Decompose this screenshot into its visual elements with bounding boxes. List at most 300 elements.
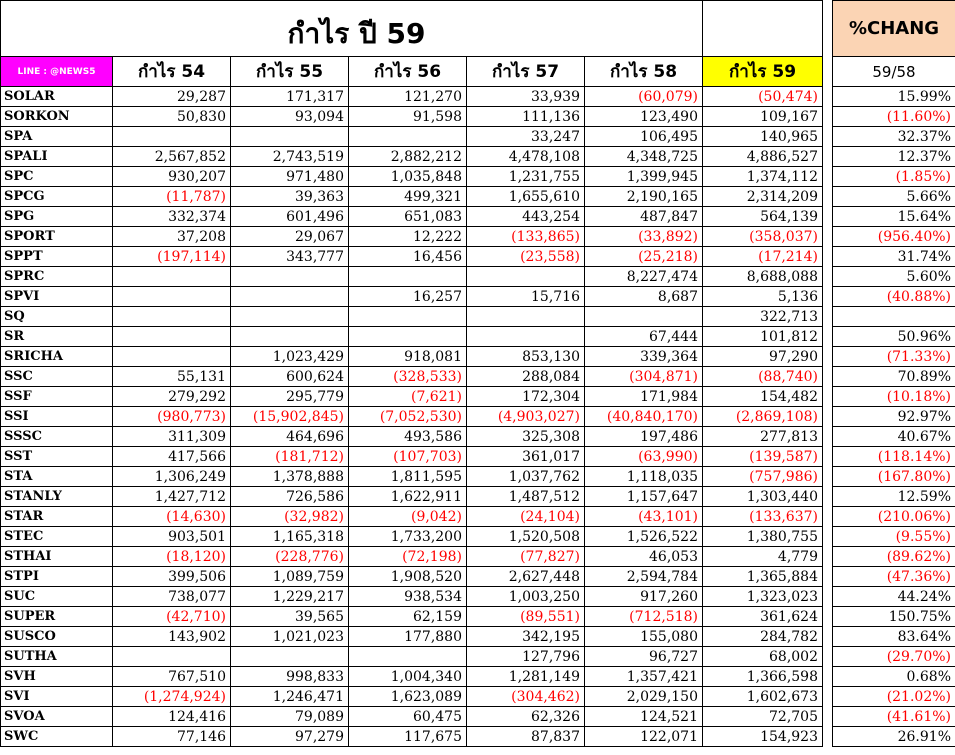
table-row [1,547,955,567]
profit-cell[interactable] [231,327,349,347]
profit-cell[interactable]: (43,101) [585,507,703,527]
profit-cell[interactable] [349,327,467,347]
profit-cell[interactable]: 343,777 [231,247,349,267]
symbol-cell[interactable]: SUPER [1,607,113,627]
profit-cell[interactable] [349,127,467,147]
table-row [1,387,955,407]
profit-cell[interactable]: 767,510 [113,667,231,687]
profit-cell[interactable]: (88,740) [703,367,823,387]
profit-cell[interactable]: 172,304 [467,387,585,407]
profit-cell[interactable]: 903,501 [113,527,231,547]
profit-cell[interactable]: 2,627,448 [467,567,585,587]
profit-cell[interactable]: 50,830 [113,107,231,127]
profit-cell[interactable]: (1,274,924) [113,687,231,707]
gap-cell [823,207,833,227]
change-cell[interactable]: (167.80%) [833,467,955,487]
change-cell[interactable]: 0.68% [833,667,955,687]
gap-cell [823,707,833,727]
profit-cell[interactable]: 971,480 [231,167,349,187]
symbol-cell[interactable]: SPRC [1,267,113,287]
profit-cell[interactable]: 97,279 [231,727,349,747]
header-profit-59[interactable]: กำไร 59 [703,57,823,87]
profit-cell[interactable]: (4,903,027) [467,407,585,427]
profit-cell[interactable]: 295,779 [231,387,349,407]
profit-cell[interactable]: (77,827) [467,547,585,567]
profit-cell[interactable]: 1,520,508 [467,527,585,547]
header-profit-58[interactable]: กำไร 58 [585,57,703,87]
profit-cell[interactable]: (304,871) [585,367,703,387]
change-cell[interactable]: 32.37% [833,127,955,147]
symbol-cell[interactable]: SVOA [1,707,113,727]
profit-cell[interactable]: 60,475 [349,707,467,727]
symbol-cell[interactable]: SOLAR [1,87,113,107]
change-cell[interactable]: (118.14%) [833,447,955,467]
symbol-cell[interactable]: SPA [1,127,113,147]
profit-cell[interactable]: 4,348,725 [585,147,703,167]
profit-cell[interactable]: 97,290 [703,347,823,367]
profit-cell[interactable]: (2,869,108) [703,407,823,427]
profit-cell[interactable]: 339,364 [585,347,703,367]
profit-cell[interactable]: 171,984 [585,387,703,407]
profit-cell[interactable]: 39,363 [231,187,349,207]
change-cell[interactable]: (21.02%) [833,687,955,707]
profit-cell[interactable]: (133,865) [467,227,585,247]
profit-cell[interactable] [467,327,585,347]
profit-cell[interactable]: 1,229,217 [231,587,349,607]
profit-cell[interactable]: 5,136 [703,287,823,307]
profit-cell[interactable]: (23,558) [467,247,585,267]
gap-cell [823,627,833,647]
profit-cell[interactable]: 1,246,471 [231,687,349,707]
profit-cell[interactable]: (15,902,845) [231,407,349,427]
profit-cell[interactable]: 62,326 [467,707,585,727]
table-row [1,467,955,487]
profit-cell[interactable]: 1,427,712 [113,487,231,507]
profit-cell[interactable]: 16,456 [349,247,467,267]
profit-cell[interactable]: 1,157,647 [585,487,703,507]
profit-cell[interactable]: (42,710) [113,607,231,627]
profit-cell[interactable] [113,267,231,287]
gap-cell [823,667,833,687]
profit-cell[interactable]: 361,624 [703,607,823,627]
profit-cell[interactable]: 68,002 [703,647,823,667]
profit-cell[interactable]: 124,521 [585,707,703,727]
change-cell[interactable]: 44.24% [833,587,955,607]
profit-cell[interactable]: (980,773) [113,407,231,427]
header-change-59-58[interactable]: 59/58 [833,57,955,87]
change-cell[interactable]: (29.70%) [833,647,955,667]
profit-cell[interactable]: 1,380,755 [703,527,823,547]
symbol-cell[interactable]: SVI [1,687,113,707]
symbol-cell[interactable]: STAR [1,507,113,527]
symbol-cell[interactable]: STHAI [1,547,113,567]
profit-cell[interactable]: 1,303,440 [703,487,823,507]
profit-cell[interactable]: 918,081 [349,347,467,367]
change-cell[interactable]: 40.67% [833,427,955,447]
profit-cell[interactable] [113,307,231,327]
profit-cell[interactable]: 46,053 [585,547,703,567]
profit-cell[interactable]: 33,939 [467,87,585,107]
profit-cell[interactable]: (304,462) [467,687,585,707]
change-cell[interactable]: (47.36%) [833,567,955,587]
profit-cell[interactable]: 651,083 [349,207,467,227]
change-cell[interactable]: 12.37% [833,147,955,167]
profit-cell[interactable]: (757,986) [703,467,823,487]
header-profit-56[interactable]: กำไร 56 [349,57,467,87]
profit-cell[interactable]: 121,270 [349,87,467,107]
table-row [1,307,955,327]
symbol-cell[interactable]: SUC [1,587,113,607]
symbol-cell[interactable]: SORKON [1,107,113,127]
profit-cell[interactable]: (17,214) [703,247,823,267]
profit-cell[interactable]: (139,587) [703,447,823,467]
symbol-cell[interactable]: SR [1,327,113,347]
profit-cell[interactable]: (25,218) [585,247,703,267]
table-row [1,527,955,547]
header-profit-55[interactable]: กำไร 55 [231,57,349,87]
symbol-cell[interactable]: SPVI [1,287,113,307]
table-row [1,407,955,427]
profit-cell[interactable]: 2,743,519 [231,147,349,167]
profit-cell[interactable] [231,647,349,667]
symbol-cell[interactable]: SUTHA [1,647,113,667]
gap-cell [823,107,833,127]
profit-cell[interactable]: (33,892) [585,227,703,247]
profit-cell[interactable]: 1,231,755 [467,167,585,187]
change-cell[interactable]: 70.89% [833,367,955,387]
profit-cell[interactable]: (328,533) [349,367,467,387]
profit-cell[interactable]: (18,120) [113,547,231,567]
profit-cell[interactable]: (358,037) [703,227,823,247]
change-cell[interactable]: 15.99% [833,87,955,107]
profit-cell[interactable]: 72,705 [703,707,823,727]
profit-cell[interactable]: (7,052,530) [349,407,467,427]
profit-cell[interactable]: 930,207 [113,167,231,187]
profit-cell[interactable]: 1,811,595 [349,467,467,487]
profit-cell[interactable] [349,267,467,287]
symbol-cell[interactable]: SPALI [1,147,113,167]
profit-cell[interactable]: 1,374,112 [703,167,823,187]
profit-cell[interactable]: 1,733,200 [349,527,467,547]
gap-cell [823,467,833,487]
profit-cell[interactable]: 1,378,888 [231,467,349,487]
profit-cell[interactable]: 37,208 [113,227,231,247]
profit-cell[interactable]: 33,247 [467,127,585,147]
profit-cell[interactable]: 1,908,520 [349,567,467,587]
profit-cell[interactable]: 1,399,945 [585,167,703,187]
profit-cell[interactable]: (50,474) [703,87,823,107]
profit-cell[interactable]: 77,146 [113,727,231,747]
profit-cell[interactable]: 2,029,150 [585,687,703,707]
change-cell[interactable]: 31.74% [833,247,955,267]
profit-cell[interactable]: 601,496 [231,207,349,227]
empty-cell[interactable] [703,1,823,57]
change-cell[interactable]: 92.97% [833,407,955,427]
profit-cell[interactable] [585,307,703,327]
profit-cell[interactable]: 29,287 [113,87,231,107]
gap-cell [823,167,833,187]
profit-cell[interactable]: (712,518) [585,607,703,627]
profit-cell[interactable]: 15,716 [467,287,585,307]
profit-cell[interactable]: 67,444 [585,327,703,347]
profit-cell[interactable]: 853,130 [467,347,585,367]
profit-cell[interactable]: 1,357,421 [585,667,703,687]
profit-cell[interactable]: 197,486 [585,427,703,447]
symbol-cell[interactable]: STA [1,467,113,487]
change-cell[interactable]: 15.64% [833,207,955,227]
header-profit-54[interactable]: กำไร 54 [113,57,231,87]
profit-cell[interactable]: 726,586 [231,487,349,507]
profit-cell[interactable]: (197,114) [113,247,231,267]
profit-cell[interactable]: 1,655,610 [467,187,585,207]
profit-cell[interactable]: 325,308 [467,427,585,447]
profit-cell[interactable]: (7,621) [349,387,467,407]
profit-cell[interactable]: 1,004,340 [349,667,467,687]
profit-cell[interactable]: 1,281,149 [467,667,585,687]
profit-cell[interactable]: 464,696 [231,427,349,447]
profit-cell[interactable] [231,307,349,327]
profit-cell[interactable]: (89,551) [467,607,585,627]
profit-cell[interactable]: 738,077 [113,587,231,607]
profit-cell[interactable]: 1,003,250 [467,587,585,607]
change-cell[interactable]: (89.62%) [833,547,955,567]
profit-cell[interactable]: 155,080 [585,627,703,647]
profit-cell[interactable]: 417,566 [113,447,231,467]
profit-cell[interactable]: 1,365,884 [703,567,823,587]
symbol-cell[interactable]: SSF [1,387,113,407]
profit-cell[interactable]: 279,292 [113,387,231,407]
profit-cell[interactable]: 361,017 [467,447,585,467]
profit-cell[interactable]: 154,923 [703,727,823,747]
profit-cell[interactable]: 1,035,848 [349,167,467,187]
profit-cell[interactable]: 499,321 [349,187,467,207]
profit-cell[interactable]: 600,624 [231,367,349,387]
profit-cell[interactable]: 399,506 [113,567,231,587]
profit-cell[interactable]: 91,598 [349,107,467,127]
profit-cell[interactable]: (107,703) [349,447,467,467]
symbol-cell[interactable]: SPCG [1,187,113,207]
symbol-cell[interactable]: SSC [1,367,113,387]
profit-cell[interactable]: 1,306,249 [113,467,231,487]
change-cell[interactable]: 12.59% [833,487,955,507]
profit-cell[interactable]: 109,167 [703,107,823,127]
profit-cell[interactable]: 140,965 [703,127,823,147]
profit-cell[interactable]: 79,089 [231,707,349,727]
profit-cell[interactable]: 1,526,522 [585,527,703,547]
profit-cell[interactable]: (181,712) [231,447,349,467]
profit-cell[interactable]: (14,630) [113,507,231,527]
symbol-cell[interactable]: SRICHA [1,347,113,367]
symbol-cell[interactable]: SQ [1,307,113,327]
line-contact-label[interactable]: LINE : @NEWS5 [1,57,113,87]
profit-cell[interactable]: 29,067 [231,227,349,247]
profit-cell[interactable]: 2,190,165 [585,187,703,207]
profit-cell[interactable] [467,267,585,287]
table-row [1,287,955,307]
table-row [1,727,955,747]
profit-cell[interactable]: 177,880 [349,627,467,647]
profit-cell[interactable]: (133,637) [703,507,823,527]
change-cell[interactable]: (10.18%) [833,387,955,407]
profit-cell[interactable]: (24,104) [467,507,585,527]
profit-cell[interactable]: 2,594,784 [585,567,703,587]
profit-cell[interactable]: 2,314,209 [703,187,823,207]
symbol-cell[interactable]: STPI [1,567,113,587]
gap-cell [823,247,833,267]
profit-cell[interactable] [113,287,231,307]
change-cell[interactable]: 26.91% [833,727,955,747]
profit-cell[interactable]: (63,990) [585,447,703,467]
profit-cell[interactable]: (40,840,170) [585,407,703,427]
profit-cell[interactable]: 4,886,527 [703,147,823,167]
profit-cell[interactable]: 1,037,762 [467,467,585,487]
change-cell[interactable]: (956.40%) [833,227,955,247]
profit-cell[interactable]: 101,812 [703,327,823,347]
profit-cell[interactable]: 284,782 [703,627,823,647]
gap-cell [823,267,833,287]
profit-cell[interactable]: 1,089,759 [231,567,349,587]
profit-cell[interactable]: 1,487,512 [467,487,585,507]
profit-cell[interactable]: 1,021,023 [231,627,349,647]
change-cell[interactable]: (11.60%) [833,107,955,127]
profit-cell[interactable]: 342,195 [467,627,585,647]
change-cell[interactable]: (1.85%) [833,167,955,187]
profit-cell[interactable]: 487,847 [585,207,703,227]
profit-cell[interactable]: 106,495 [585,127,703,147]
symbol-cell[interactable]: SSSC [1,427,113,447]
change-cell[interactable] [833,307,955,327]
change-cell[interactable]: (9.55%) [833,527,955,547]
symbol-cell[interactable]: SSI [1,407,113,427]
symbol-cell[interactable]: SPPT [1,247,113,267]
profit-cell[interactable]: 8,687 [585,287,703,307]
profit-cell[interactable]: 332,374 [113,207,231,227]
profit-cell[interactable] [113,647,231,667]
profit-cell[interactable]: 127,796 [467,647,585,667]
profit-cell[interactable]: 171,317 [231,87,349,107]
symbol-cell[interactable]: SPC [1,167,113,187]
symbol-cell[interactable]: SUSCO [1,627,113,647]
change-cell[interactable]: 150.75% [833,607,955,627]
profit-cell[interactable]: 1,602,673 [703,687,823,707]
profit-cell[interactable]: 1,323,023 [703,587,823,607]
change-cell[interactable]: 50.96% [833,327,955,347]
symbol-cell[interactable]: SPORT [1,227,113,247]
profit-cell[interactable]: 443,254 [467,207,585,227]
profit-cell[interactable]: 4,779 [703,547,823,567]
profit-cell[interactable]: 8,227,474 [585,267,703,287]
profit-cell[interactable]: 55,131 [113,367,231,387]
profit-cell[interactable]: 93,094 [231,107,349,127]
profit-cell[interactable]: 322,713 [703,307,823,327]
profit-cell[interactable]: (72,198) [349,547,467,567]
profit-cell[interactable]: 277,813 [703,427,823,447]
profit-cell[interactable]: 111,136 [467,107,585,127]
profit-cell[interactable] [113,127,231,147]
profit-cell[interactable]: 1,023,429 [231,347,349,367]
symbol-cell[interactable]: SVH [1,667,113,687]
profit-cell[interactable]: 117,675 [349,727,467,747]
header-profit-57[interactable]: กำไร 57 [467,57,585,87]
profit-cell[interactable]: (9,042) [349,507,467,527]
gap-cell [823,407,833,427]
profit-cell[interactable]: (60,079) [585,87,703,107]
profit-cell[interactable]: 1,118,035 [585,467,703,487]
change-cell[interactable]: 5.60% [833,267,955,287]
table-row [1,447,955,467]
profit-cell[interactable]: 124,416 [113,707,231,727]
symbol-cell[interactable]: SWC [1,727,113,747]
profit-cell[interactable]: (228,776) [231,547,349,567]
profit-cell[interactable] [349,307,467,327]
change-cell[interactable]: 83.64% [833,627,955,647]
change-cell[interactable]: (41.61%) [833,707,955,727]
profit-cell[interactable]: 1,623,089 [349,687,467,707]
profit-cell[interactable]: 4,478,108 [467,147,585,167]
profit-cell[interactable]: 87,837 [467,727,585,747]
profit-cell[interactable]: 96,727 [585,647,703,667]
profit-cell[interactable]: 1,622,911 [349,487,467,507]
profit-cell[interactable]: 2,567,852 [113,147,231,167]
change-title[interactable]: %CHANG [833,1,955,57]
profit-cell[interactable]: 12,222 [349,227,467,247]
profit-cell[interactable]: 143,902 [113,627,231,647]
change-cell[interactable]: (40.88%) [833,287,955,307]
profit-cell[interactable]: 1,366,598 [703,667,823,687]
symbol-cell[interactable]: SST [1,447,113,467]
profit-cell[interactable] [231,267,349,287]
profit-cell[interactable]: 8,688,088 [703,267,823,287]
profit-cell[interactable]: 311,309 [113,427,231,447]
profit-cell[interactable]: 288,084 [467,367,585,387]
table-row [1,487,955,507]
table-row [1,427,955,447]
profit-cell[interactable]: 16,257 [349,287,467,307]
profit-cell[interactable]: (32,982) [231,507,349,527]
change-cell[interactable]: (71.33%) [833,347,955,367]
change-cell[interactable]: 5.66% [833,187,955,207]
profit-cell[interactable]: 938,534 [349,587,467,607]
profit-cell[interactable] [467,307,585,327]
profit-cell[interactable]: (11,787) [113,187,231,207]
profit-cell[interactable] [349,647,467,667]
symbol-cell[interactable]: STEC [1,527,113,547]
sheet-title-cell[interactable] [1,1,703,57]
profit-cell[interactable]: 917,260 [585,587,703,607]
profit-cell[interactable]: 998,833 [231,667,349,687]
table-row [1,647,955,667]
profit-cell[interactable]: 123,490 [585,107,703,127]
table-row [1,127,955,147]
profit-cell[interactable]: 154,482 [703,387,823,407]
profit-cell[interactable]: 493,586 [349,427,467,447]
profit-cell[interactable]: 2,882,212 [349,147,467,167]
change-cell[interactable]: (210.06%) [833,507,955,527]
profit-cell[interactable] [113,347,231,367]
profit-cell[interactable] [113,327,231,347]
profit-cell[interactable] [231,287,349,307]
symbol-cell[interactable]: SPG [1,207,113,227]
profit-cell[interactable]: 62,159 [349,607,467,627]
gap-cell [823,187,833,207]
profit-cell[interactable]: 564,139 [703,207,823,227]
symbol-cell[interactable]: STANLY [1,487,113,507]
profit-cell[interactable]: 122,071 [585,727,703,747]
profit-cell[interactable]: 1,165,318 [231,527,349,547]
table-row [1,207,955,227]
profit-cell[interactable] [231,127,349,147]
profit-cell[interactable]: 39,565 [231,607,349,627]
